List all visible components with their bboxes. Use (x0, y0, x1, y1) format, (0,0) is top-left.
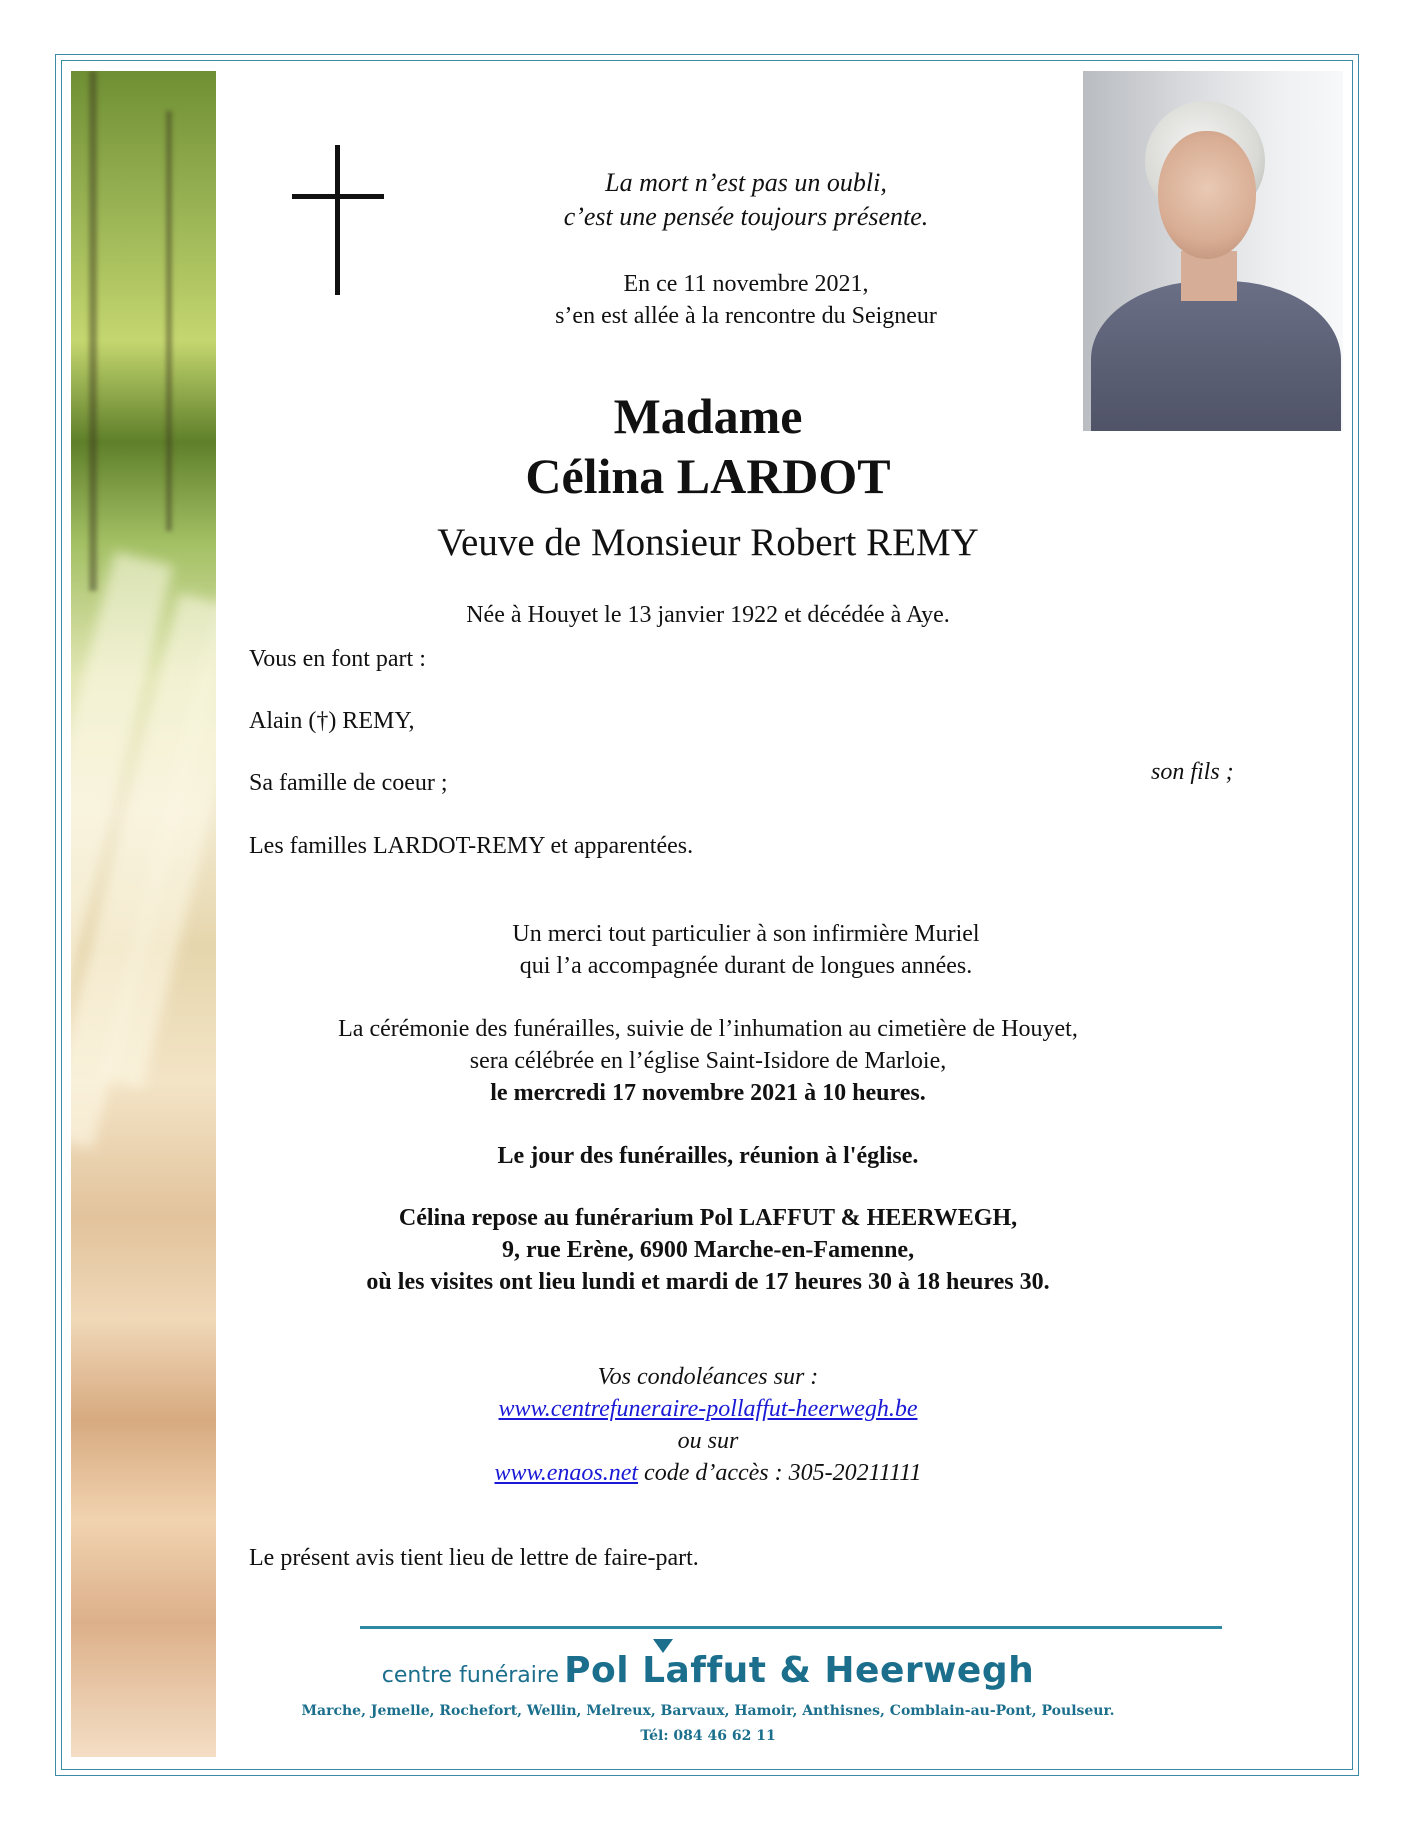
closing-note: Le présent avis tient lieu de lettre de faire-part. (249, 1545, 699, 1571)
opening-quote (326, 166, 1166, 234)
deceased-name: Célina LARDOT (525, 448, 891, 504)
brand-name: Pol Laffut & Heerwegh (564, 1650, 1035, 1691)
ceremony-info (0, 1013, 1416, 1109)
family-son-role: son fils ; (1151, 759, 1234, 785)
condolences-or: ou sur (677, 1428, 739, 1454)
family-heart: Sa famille de coeur ; (249, 770, 448, 796)
family-heading: Vous en font part : (249, 646, 426, 672)
portrait-photo (1083, 71, 1343, 431)
thanks-line-2: qui l’a accompagnée durant de longues années. (519, 953, 973, 979)
footer-phone: Tél: 084 46 62 11 (640, 1728, 776, 1744)
death-announcement (326, 268, 1166, 332)
ceremony-line-1: La cérémonie des funérailles, suivie de l’inhumation au cimetière de Houyet, (338, 1016, 1078, 1042)
intro-line-2: s’en est allée à la rencontre du Seigneur (555, 303, 937, 329)
widow-of: Veuve de Monsieur Robert REMY (437, 521, 979, 564)
brand-small-text: centre funéraire (381, 1663, 559, 1688)
meeting-info: Le jour des funérailles, réunion à l'église. (497, 1143, 919, 1169)
funerarium-info (0, 1202, 1416, 1298)
ceremony-line-2: sera célébrée en l’église Saint-Isidore de Marloie, (469, 1048, 947, 1074)
rest-line-2: 9, rue Erène, 6900 Marche-en-Famenne, (501, 1237, 915, 1263)
condolences-block (0, 1361, 1416, 1489)
ceremony-datetime: le mercredi 17 novembre 2021 à 10 heures. (490, 1080, 926, 1106)
tree-trunk (89, 71, 97, 591)
deceased-title: Madame (613, 388, 803, 444)
quote-line-2: c’est une pensée toujours présente. (563, 202, 929, 231)
condolences-link-enaos[interactable]: www.enaos.net (494, 1460, 639, 1486)
family-son-name: Alain (†) REMY, (249, 708, 415, 734)
rest-line-3: où les visites ont lieu lundi et mardi de 17 heures 30 à 18 heures 30. (366, 1269, 1050, 1295)
footer-divider (360, 1626, 1222, 1629)
deceased-name-block (0, 386, 1416, 506)
quote-line-1: La mort n’est pas un oubli, (605, 168, 887, 197)
portrait-face (1158, 131, 1256, 259)
funeral-home-logo (0, 1650, 1416, 1691)
family-relatives: Les familles LARDOT-REMY et apparentées. (249, 833, 694, 859)
thanks-line-1: Un merci tout particulier à son infirmière Muriel (512, 921, 980, 947)
footer-locations: Marche, Jemelle, Rochefort, Wellin, Melreux, Barvaux, Hamoir, Anthisnes, Comblain-au-Pont, Poulseur. (301, 1703, 1115, 1719)
birth-death-info: Née à Houyet le 13 janvier 1922 et décédée à Aye. (466, 602, 950, 628)
thanks-message (326, 918, 1166, 982)
rest-line-1: Célina repose au funérarium Pol LAFFUT & HEERWEGH, (398, 1205, 1018, 1231)
condolences-link-funeral-center[interactable]: www.centrefuneraire-pollaffut-heerwegh.be (498, 1396, 918, 1422)
condolences-access-code: code d’accès : 305-20211111 (644, 1460, 922, 1486)
condolences-heading: Vos condoléances sur : (597, 1364, 819, 1390)
forest-path-image (71, 71, 216, 1757)
intro-line-1: En ce 11 novembre 2021, (623, 271, 869, 297)
